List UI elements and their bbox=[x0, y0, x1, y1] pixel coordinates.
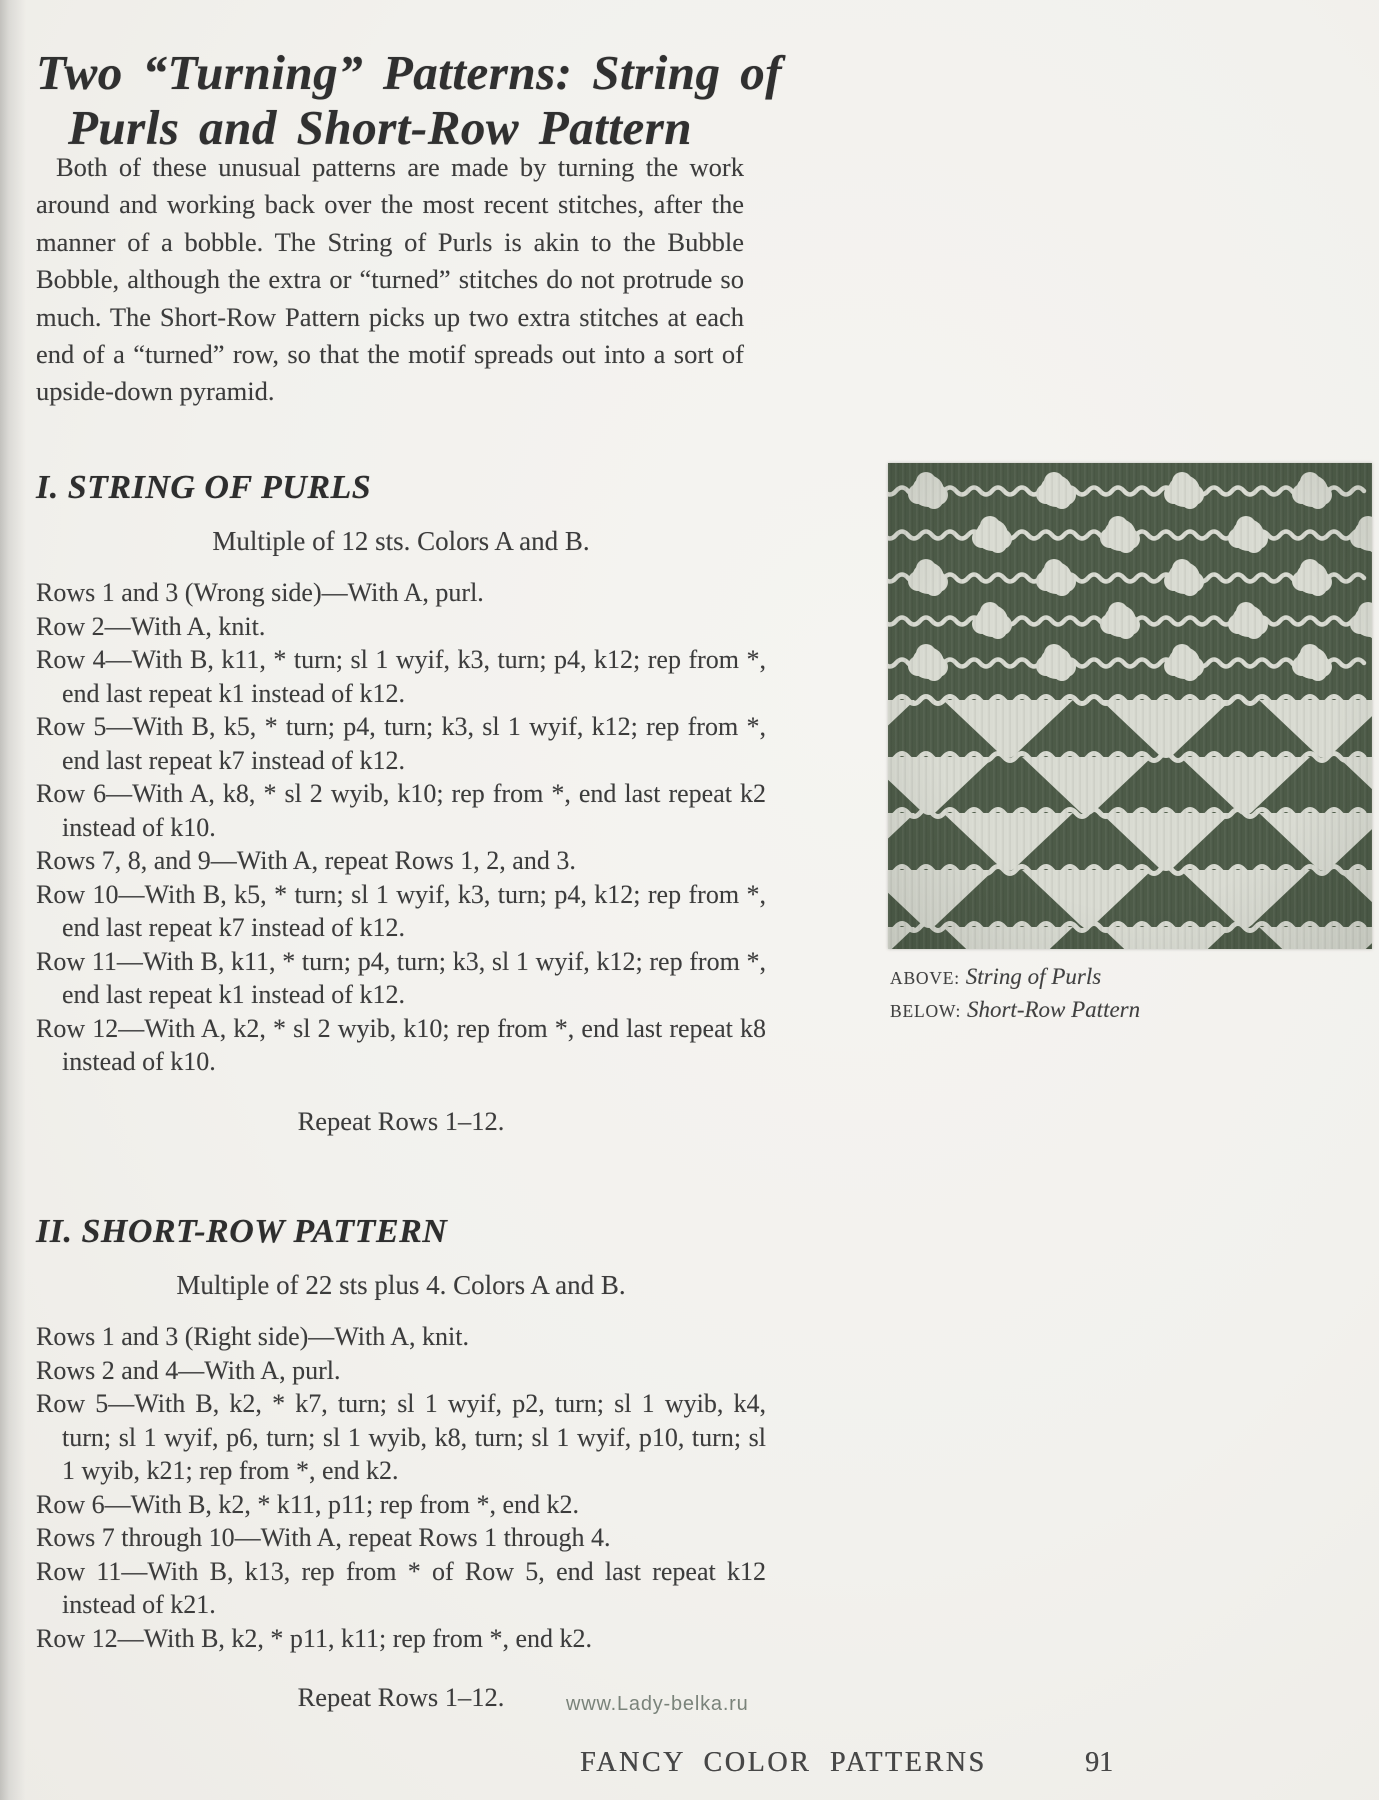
instruction-row: Rows 1 and 3 (Right side)—With A, knit. bbox=[36, 1322, 469, 1351]
instruction-row: Row 6—With A, k8, * sl 2 wyib, k10; rep from *, end last repeat k2 instead of k10. bbox=[36, 779, 766, 842]
instruction-row: Rows 7, 8, and 9—With A, repeat Rows 1, 2, and 3. bbox=[36, 846, 576, 875]
caption-above-label: ABOVE: bbox=[890, 968, 960, 988]
instruction-row: Row 4—With B, k11, * turn; sl 1 wyif, k3, turn; p4, k12; rep from *, end last repeat k1 instead of k12. bbox=[36, 645, 766, 708]
instruction-row: Row 12—With B, k2, * p11, k11; rep from *, end k2. bbox=[36, 1623, 592, 1653]
section2-subtitle: Multiple of 22 sts plus 4. Colors A and B. bbox=[176, 1270, 626, 1300]
section2-instruction-rows bbox=[36, 1320, 766, 1655]
section2-repeat-line: Repeat Rows 1–12. bbox=[297, 1682, 505, 1712]
section1-heading: I. STRING OF PURLS bbox=[36, 469, 372, 506]
section1-repeat-line: Repeat Rows 1–12. bbox=[297, 1105, 505, 1136]
section1-subtitle: Multiple of 12 sts. Colors A and B. bbox=[212, 526, 590, 556]
knit-swatch-photo bbox=[888, 463, 1372, 949]
section-string-of-purls bbox=[36, 468, 766, 1138]
instruction-row: Row 5—With B, k2, * k7, turn; sl 1 wyif, p2, turn; sl 1 wyib, k4, turn; sl 1 wyif, p6, turn; sl 1 wyib, k8, turn; sl 1 wyif, p10, turn; sl 1 wyib, k21; rep from *, end k2. bbox=[36, 1389, 766, 1485]
page-title-line2: Purls and Short-Row Pattern bbox=[68, 99, 693, 155]
instruction-row: Row 11—With B, k11, * turn; p4, turn; k3, sl 1 wyif, k12; rep from *, end last repeat k1 instead of k12. bbox=[36, 946, 766, 1009]
instruction-row: Row 10—With B, k5, * turn; sl 1 wyif, k3, turn; p4, k12; rep from *, end last repeat k7 instead of k12. bbox=[36, 879, 766, 942]
photo-caption bbox=[890, 961, 1360, 1027]
instruction-row: Row 6—With B, k2, * k11, p11; rep from *, end k2. bbox=[36, 1489, 579, 1519]
section-short-row-pattern bbox=[36, 1212, 766, 1714]
page-gutter-shadow bbox=[0, 0, 26, 1800]
caption-below-title: Short-Row Pattern bbox=[966, 997, 1141, 1022]
instruction-row: Row 12—With A, k2, * sl 2 wyib, k10; rep from *, end last repeat k8 instead of k10. bbox=[36, 1013, 766, 1076]
section1-instruction-rows bbox=[36, 576, 766, 1079]
running-footer-title: FANCY COLOR PATTERNS bbox=[580, 1747, 987, 1778]
page-title-line1: Two “Turning” Patterns: String of bbox=[36, 44, 783, 100]
intro-paragraph: Both of these unusual patterns are made by turning the work around and working back over the most recent stitches, after the manner of a bobble. The String of Purls is akin to the Bubble Bobble, although the extra or “turned” stitches do not protrude so much. The Short-Row Pattern picks up two extra stitches at each end of a “turned” row, so that the motif spreads out into a sort of upside-down pyramid. bbox=[36, 152, 744, 407]
instruction-row: Row 5—With B, k5, * turn; p4, turn; k3, sl 1 wyif, k12; rep from *, end last repeat k7 instead of k12. bbox=[36, 712, 766, 775]
instruction-row: Rows 2 and 4—With A, purl. bbox=[36, 1355, 341, 1385]
caption-above-title: String of Purls bbox=[965, 964, 1102, 989]
caption-below bbox=[890, 994, 1360, 1027]
instruction-row: Row 2—With A, knit. bbox=[36, 611, 266, 641]
section2-heading: II. SHORT-ROW PATTERN bbox=[36, 1213, 448, 1250]
instruction-row: Rows 7 through 10—With A, repeat Rows 1 through 4. bbox=[36, 1523, 611, 1552]
caption-below-label: BELOW: bbox=[890, 1001, 962, 1021]
watermark-text: www.Lady-belka.ru bbox=[566, 1693, 749, 1715]
instruction-row: Row 11—With B, k13, rep from * of Row 5, end last repeat k12 instead of k21. bbox=[36, 1556, 766, 1619]
page-number: 91 bbox=[1085, 1747, 1113, 1778]
instruction-row: Rows 1 and 3 (Wrong side)—With A, purl. bbox=[36, 578, 484, 607]
caption-above bbox=[890, 961, 1360, 994]
page-title bbox=[36, 45, 796, 155]
